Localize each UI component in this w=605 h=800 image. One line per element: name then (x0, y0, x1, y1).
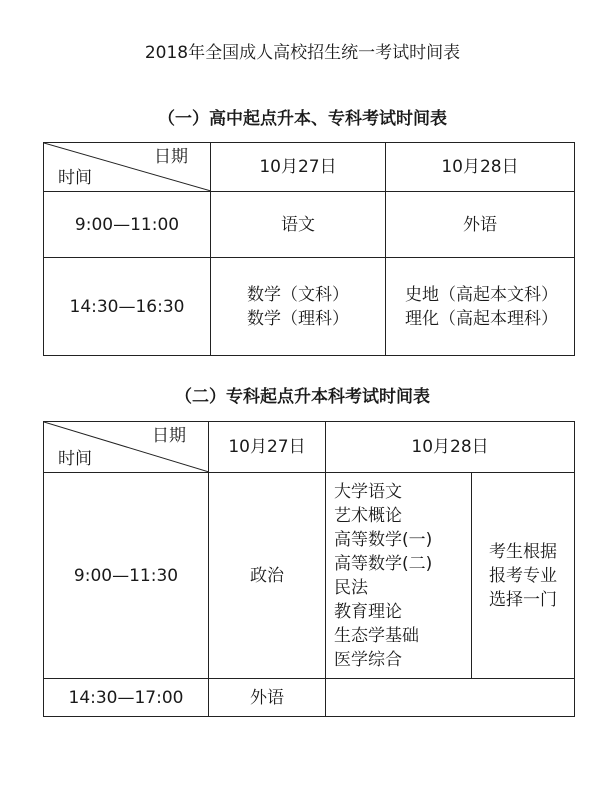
time-cell: 9:00—11:00 (44, 192, 211, 258)
section1-title: （一）高中起点升本、专科考试时间表 (158, 109, 447, 129)
time-cell: 14:30—16:30 (44, 258, 211, 356)
subject-item: 大学语文 (334, 481, 402, 502)
empty-cell (326, 679, 575, 717)
section1-table (43, 142, 575, 356)
subject-item: 高等数学(一) (334, 529, 433, 550)
subject-cell: 外语 (386, 192, 575, 258)
subject-line: 史地（高起本文科） (405, 284, 558, 305)
subject-line: 数学（理科） (247, 308, 349, 329)
table-row (44, 192, 575, 258)
diagonal-header-cell (44, 422, 209, 473)
note-cell (472, 473, 575, 679)
table-row (44, 679, 575, 717)
header-day1: 10月27日 (211, 143, 386, 192)
subject-item: 生态学基础 (334, 625, 419, 646)
date-label: 日期 (152, 426, 186, 446)
section2-title: （二）专科起点升本科考试时间表 (175, 387, 430, 407)
subject-list-cell (326, 473, 472, 679)
table-row (44, 258, 575, 356)
section2-table (43, 421, 575, 717)
note-line: 考生根据 (489, 541, 557, 562)
subject-item: 艺术概论 (334, 505, 402, 526)
time-label: 时间 (58, 449, 92, 469)
subject-cell (211, 258, 386, 356)
table-row (44, 473, 575, 679)
subject-cell (386, 258, 575, 356)
subject-item: 教育理论 (334, 601, 402, 622)
table-header-row (44, 143, 575, 192)
document-title: 2018年全国成人高校招生统一考试时间表 (144, 43, 461, 63)
date-label: 日期 (154, 147, 188, 167)
header-day2: 10月28日 (386, 143, 575, 192)
subject-cell: 外语 (209, 679, 326, 717)
subject-line: 理化（高起本理科） (405, 308, 558, 329)
table-header-row (44, 422, 575, 473)
time-cell: 9:00—11:30 (44, 473, 209, 679)
header-day2: 10月28日 (326, 422, 575, 473)
subject-item: 民法 (334, 577, 368, 598)
subject-cell: 语文 (211, 192, 386, 258)
note-line: 报考专业 (489, 565, 557, 586)
time-cell: 14:30—17:00 (44, 679, 209, 717)
subject-item: 医学综合 (334, 649, 402, 670)
subject-item: 高等数学(二) (334, 553, 433, 574)
subject-line: 数学（文科） (247, 284, 349, 305)
note-line: 选择一门 (489, 589, 557, 610)
subject-cell: 政治 (209, 473, 326, 679)
time-label: 时间 (58, 168, 92, 188)
diagonal-header-cell (44, 143, 211, 192)
header-day1: 10月27日 (209, 422, 326, 473)
